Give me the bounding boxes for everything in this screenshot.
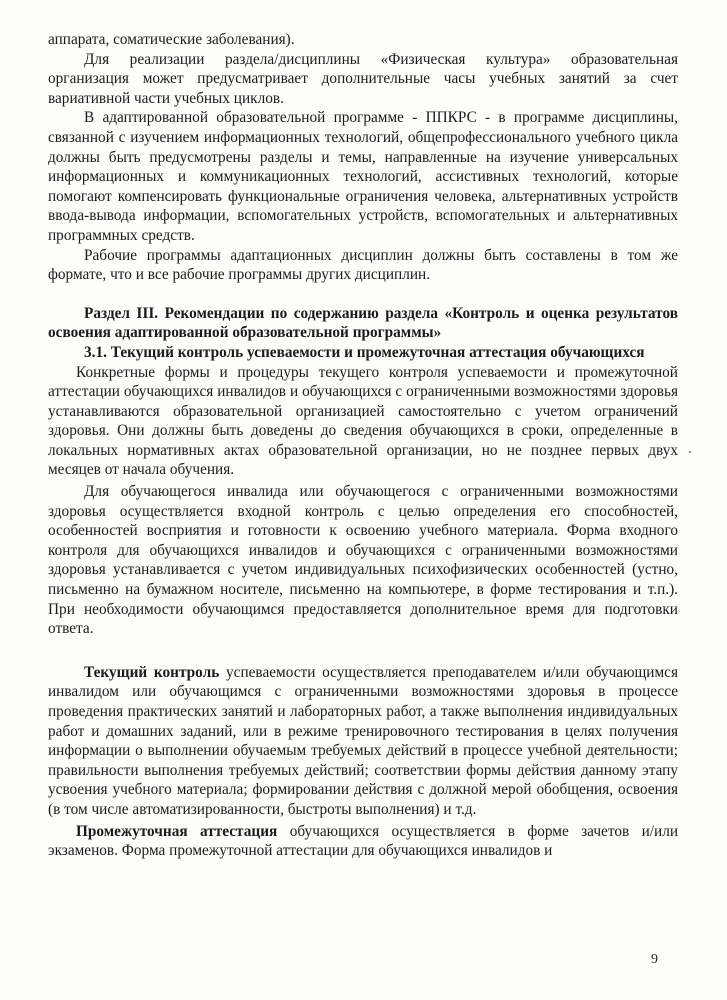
section-heading <box>48 304 678 343</box>
document-body <box>48 30 678 861</box>
scan-speck <box>689 451 691 453</box>
paragraph-physical-culture: Для реализации раздела/дисциплины «Физическая культура» образовательная организация может предусматривает дополнительные часы учебных занятий за счет вариативной части учебных циклов. <box>48 50 678 107</box>
subsection-heading-text: 3.1. Текущий контроль успеваемости и промежуточная аттестация обучающихся <box>84 343 645 361</box>
paragraph-work-programs: Рабочие программы адаптационных дисциплин должны быть составлены в том же формате, что и все рабочие программы других дисциплин. <box>48 246 678 284</box>
section-heading-text: Раздел III. Рекомендации по содержанию раздела «Контроль и оценка результатов освоения адаптированной образовательной программы» <box>48 304 678 342</box>
interim-attestation-text: обучающихся осуществляется в форме зачетов и/или экзаменов. Форма промежуточной аттестации для обучающихся инвалидов и <box>48 822 679 860</box>
paragraph-continuation: аппарата, соматические заболевания). <box>48 31 295 48</box>
paragraph-input-control: Для обучающегося инвалида или обучающегося с ограниченными возможностями здоровья осуществляется входной контроль с целью определения его способностей, особенностей восприятия и готовности к освоению учебного материала. Форма входного контроля для обучающихся инвалидов и обучающихся с ограниченными возможностями здоровья устанавливается с учетом индивидуальных психофизических особенностей (устно, письменно на бумажном носителе, письменно на компьютере, в форме тестирования и т.п.). При необходимости обучающимся предоставляется дополнительное время для подготовки ответа. <box>48 483 678 638</box>
paragraph-control-forms: Конкретные формы и процедуры текущего контроля успеваемости и промежуточной аттестации обучающихся инвалидов и обучающихся с ограниченными возможностями здоровья устанавливаются образовательной организацией самостоятельно с учетом ограничений здоровья. Они должны быть доведены до сведения обучающихся в сроки, определенные в локальных нормативных актах образовательной организации, но не позднее первых двух месяцев от начала обучения. <box>48 363 678 479</box>
current-control-text: успеваемости осуществляется преподавателем и/или обучающимся инвалидом или обучающимся с ограниченными возможностями здоровья в процессе проведения практических занятий и лабораторных работ, а также выполнения индивидуальных работ и домашних заданий, или в режиме тренировочного тестирования в целях получения информации о выполнении обучаемым требуемых действий в процессе учебной деятельности; правильности выполнения требуемых действий; соответствии формы действия данному этапу усвоения учебного материала; формировании действия с должной мерой обобщения, освоения (в том числе автоматизированности, быстроты выполнения) и т.д. <box>48 663 679 818</box>
paragraph-interim-attestation <box>48 822 678 861</box>
paragraph-ppkrs-program: В адаптированной образовательной программе - ППКРС - в программе дисциплины, связанной с изучением информационных технологий, общепрофессионального учебного цикла должны быть предусмотрены разделы и темы, направленные на изучение универсальных информационных и коммуникационных технологий, ассистивных технологий, которые помогают компенсировать функциональные ограничения человека, альтернативных устройств ввода-вывода информации, вспомогательных устройств, вспомогательных и альтернативных программных средств. <box>48 109 678 244</box>
subsection-heading <box>48 343 678 363</box>
interim-attestation-term: Промежуточная аттестация <box>76 822 278 840</box>
page-number: 9 <box>651 952 658 967</box>
current-control-term: Текущий контроль <box>84 663 220 681</box>
paragraph-current-control <box>48 663 678 820</box>
